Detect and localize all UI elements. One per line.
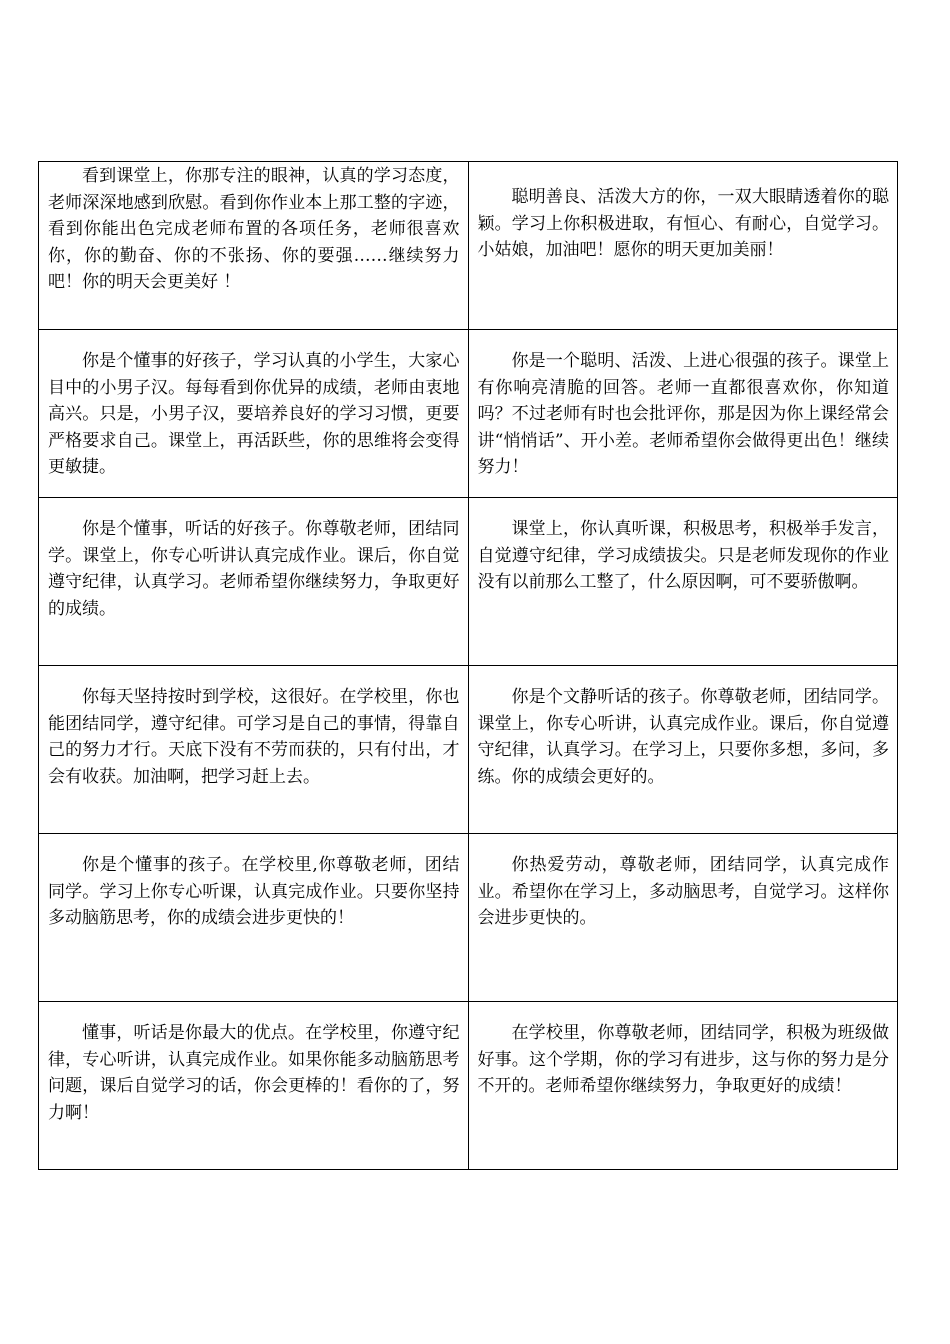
table-row [39,498,898,666]
comment-cell-left [39,498,469,666]
comment-text: 你是个懂事的孩子。在学校里,你尊敬老师，团结同学。学习上你专心听课，认真完成作业。只要你坚持多动脑筋思考，你的成绩会进步更快的！ [48,855,460,928]
comment-cell-right [468,1002,898,1170]
comment-text: 看到课堂上，你那专注的眼神，认真的学习态度，老师深深地感到欣慰。看到你作业本上那工整的字迹，看到你能出色完成老师布置的各项任务，老师很喜欢你，你的勤奋、你的不张扬、你的要强……继续努力吧！你的明天会更美好 ！ [48,166,460,292]
comment-cell-left [39,834,469,1002]
table-row [39,162,898,330]
comment-text: 你是一个聪明、活泼、上进心很强的孩子。课堂上有你响亮清脆的回答。老师一直都很喜欢你，你知道吗？不过老师有时也会批评你，那是因为你上课经常会讲“悄悄话”、开小差。老师希望你会做得更出色！继续努力！ [477,351,889,477]
comment-text: 你是个懂事的好孩子，学习认真的小学生，大家心目中的小男子汉。每每看到你优异的成绩，老师由衷地高兴。只是，小男子汉，要培养良好的学习习惯，更要严格要求自己。课堂上，再活跃些，你的思维将会变得更敏捷。 [48,351,460,477]
table-row [39,330,898,498]
comment-text: 懂事，听话是你最大的优点。在学校里，你遵守纪律，专心听讲，认真完成作业。如果你能多动脑筋思考问题，课后自觉学习的话，你会更棒的！看你的了，努力啊！ [48,1023,460,1123]
table-row [39,666,898,834]
comment-cell-right [468,330,898,498]
comment-cell-left [39,162,469,330]
comment-text: 你是个懂事，听话的好孩子。你尊敬老师，团结同学。课堂上，你专心听讲认真完成作业。课后，你自觉遵守纪律，认真学习。老师希望你继续努力，争取更好的成绩。 [48,519,460,619]
comment-cell-right [468,162,898,330]
comments-table [38,161,898,1170]
table-row [39,1002,898,1170]
comment-cell-right [468,498,898,666]
comment-cell-right [468,834,898,1002]
comment-text: 课堂上，你认真听课，积极思考，积极举手发言，自觉遵守纪律，学习成绩拔尖。只是老师发现你的作业没有以前那么工整了，什么原因啊，可不要骄傲啊。 [477,519,889,592]
table-row [39,834,898,1002]
comment-text: 你热爱劳动，尊敬老师，团结同学，认真完成作业。希望你在学习上，多动脑思考，自觉学习。这样你会进步更快的。 [477,855,889,928]
comment-cell-left [39,330,469,498]
comment-cell-right [468,666,898,834]
comment-text: 你每天坚持按时到学校，这很好。在学校里，你也能团结同学，遵守纪律。可学习是自己的事情，得靠自己的努力才行。天底下没有不劳而获的，只有付出，才会有收获。加油啊，把学习赶上去。 [48,687,460,787]
comment-text: 在学校里，你尊敬老师，团结同学，积极为班级做好事。这个学期，你的学习有进步，这与你的努力是分不开的。老师希望你继续努力，争取更好的成绩！ [477,1023,889,1096]
comment-text: 你是个文静听话的孩子。你尊敬老师，团结同学。课堂上，你专心听讲，认真完成作业。课后，你自觉遵守纪律，认真学习。在学习上，只要你多想，多问，多练。你的成绩会更好的。 [477,687,889,787]
comment-cell-left [39,1002,469,1170]
comment-text: 聪明善良、活泼大方的你，一双大眼睛透着你的聪颖。学习上你积极进取，有恒心、有耐心，自觉学习。小姑娘，加油吧！愿你的明天更加美丽！ [477,187,889,260]
comment-cell-left [39,666,469,834]
